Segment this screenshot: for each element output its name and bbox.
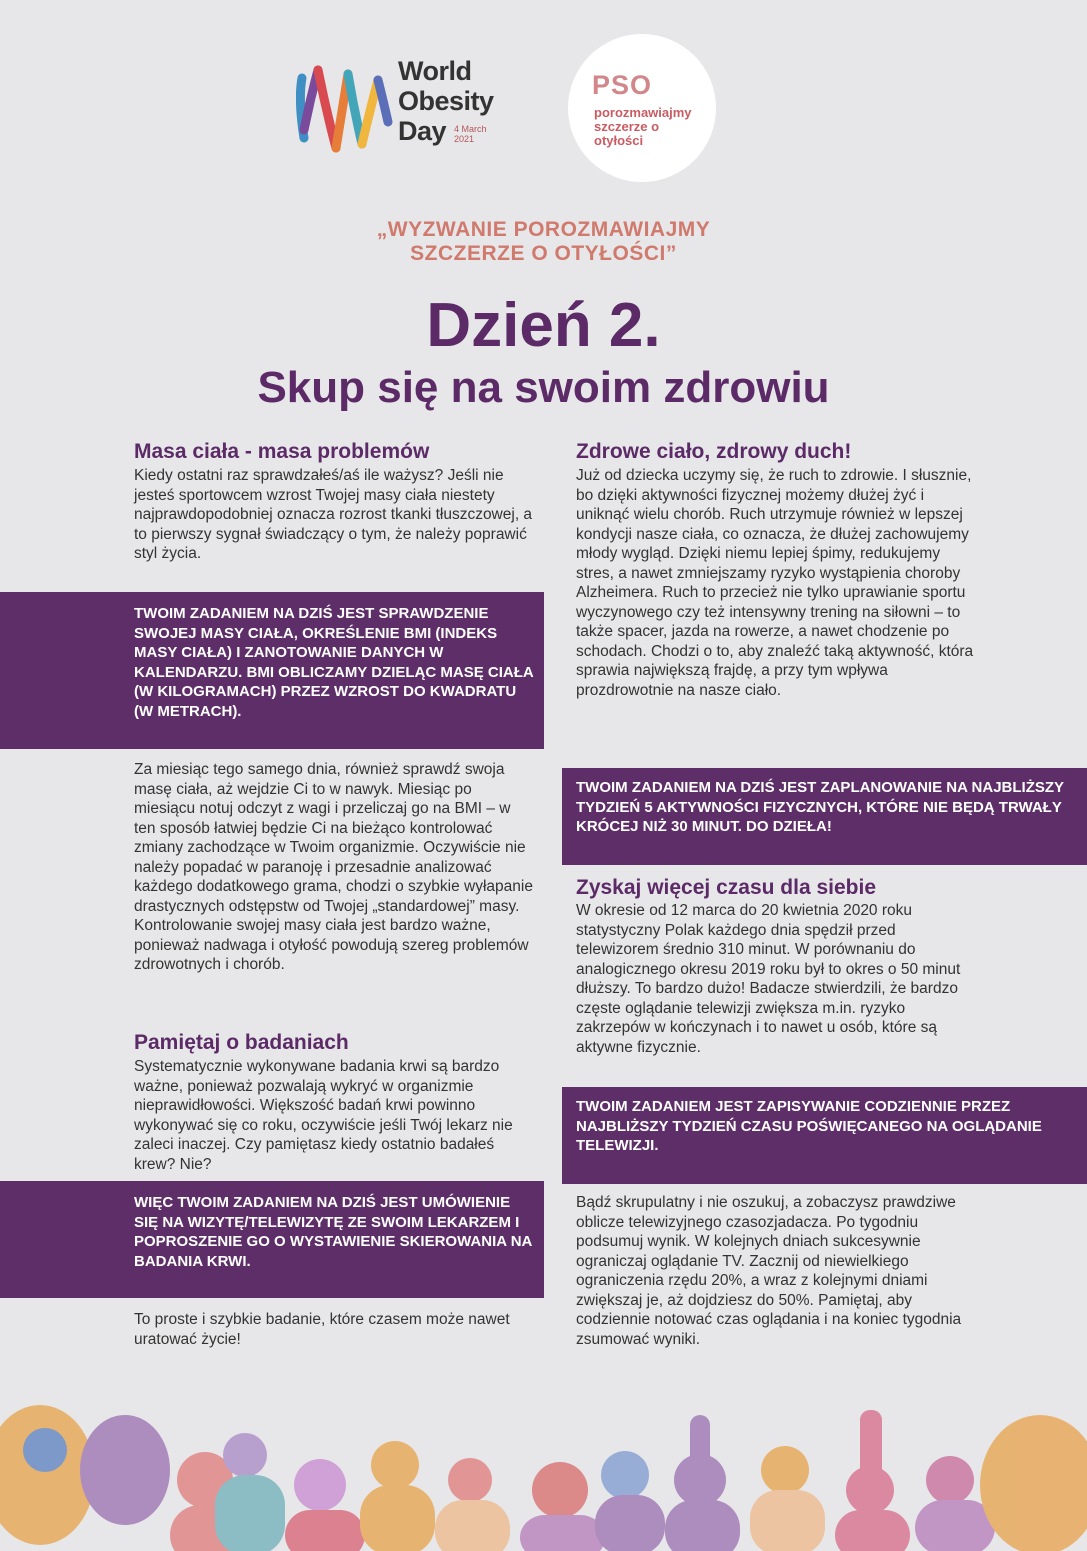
section-heading-healthy-body: Zdrowe ciało, zdrowy duch! xyxy=(576,440,852,463)
task-text-blood-test: WIĘC TWOIM ZADANIEM NA DZIŚ JEST UMÓWIENIE SIĘ NA WIZYTĘ/TELEWIZYTĘ ZE SWOIM LEKARZEM I POPROSZENIE GO O WYSTAWIENIE SKIEROWANIA NA BADANIA KRWI. xyxy=(134,1194,532,1270)
silhouette xyxy=(360,1485,435,1551)
world-obesity-day-logo xyxy=(296,56,536,156)
task-band-bmi xyxy=(0,592,544,749)
silhouette-head xyxy=(601,1451,649,1499)
task-band-blood-test xyxy=(0,1181,544,1298)
section-heading-more-time: Zyskaj więcej czasu dla siebie xyxy=(576,876,876,899)
wod-date-line: 4 March xyxy=(454,124,487,134)
page-subtitle: Skup się na swoim zdrowiu xyxy=(257,363,830,412)
silhouette xyxy=(285,1510,365,1551)
section-heading-body-weight: Masa ciała - masa problemów xyxy=(134,440,430,463)
section-text-tv-tracking: Bądź skrupulatny i nie oszukuj, a zobaczysz prawdziwe oblicze telewizyjnego czasozjadacza. Po tygodniu podsumuj wynik. W kolejnych dniach sukcesywnie ograniczaj oglądanie TV. Zacznij od niewielkiego ograniczenia rzędu 20%, a wraz z kolejnymi dniami zwiększaj je, aż dojdziesz do 50%. Pamiętaj, aby codziennie notować czas oglądania i na koniec tygodnia zsumować wyniki. xyxy=(576,1194,962,1348)
task-text-bmi: TWOIM ZADANIEM NA DZIŚ JEST SPRAWDZENIE SWOJEJ MASY CIAŁA, OKREŚLENIE BMI (INDEKS MASY CIAŁA) I ZANOTOWANIE DANYCH W KALENDARZU. BMI OBLICZAMY DZIELĄC MASĘ CIAŁA (W KILOGRAMACH) PRZEZ WZROST DO KWADRATU (W METRACH). xyxy=(134,605,534,720)
silhouette xyxy=(750,1490,825,1551)
page-title: Dzień 2. xyxy=(426,291,661,360)
silhouette xyxy=(80,1415,170,1525)
section-text-body-weight: Kiedy ostatni raz sprawdzałeś/aś ile ważysz? Jeśli nie jesteś sportowcem wzrost Twojej masy ciała niestety najprawdopodobniej oznacza rozrost tkanki tłuszczowej, a to pierwszy sygnał świadczący o tym, że należy poprawić styl życia. xyxy=(134,467,533,562)
silhouette-head xyxy=(448,1458,492,1502)
challenge-subtitle xyxy=(0,218,1087,266)
silhouette xyxy=(665,1500,740,1551)
section-text-healthy-body: Już od dziecka uczymy się, że ruch to zdrowie. I słusznie, bo dzięki aktywności fizycznej możemy dłużej żyć i uniknąć wielu chorób. Ruch utrzymuje również w lepszej kondycji nasze ciała, co oznacza, że dłużej zachowujemy młody wygląd. Dzięki niemu lepiej śpimy, redukujemy stres, a nawet zmniejszamy ryzyko wystąpienia choroby Alzheimera. Ruch to przecież nie tylko uprawianie sportu wyczynowego czy też intensywny trening na siłowni – to także spacer, jazda na rowerze, a nawet chodzenie po schodach. Chodzi o to, aby znaleźć taką aktywność, która sprawia największą frajdę, a przy tym wpływa prozdrowotnie na nasze ciało. xyxy=(576,467,974,699)
silhouette-head xyxy=(371,1441,419,1489)
silhouette xyxy=(435,1500,510,1551)
silhouette-head xyxy=(532,1462,588,1518)
wod-logo-line: Obesity xyxy=(398,86,494,116)
silhouette xyxy=(835,1510,910,1551)
wod-logo-line: World xyxy=(398,56,472,86)
section-text-tests: Systematycznie wykonywane badania krwi są bardzo ważne, ponieważ pozwalają wykryć w organizmie nieprawidłowości. Większość badań krwi powinno wykonywać się co roku, oczywiście jeśli Twój lekarz nie zaleci inaczej. Czy pamiętasz kiedy ostatnio badałeś krew? Nie? xyxy=(134,1058,513,1173)
pso-logo xyxy=(568,34,716,182)
silhouette xyxy=(520,1515,605,1551)
wod-logo-date xyxy=(454,124,487,144)
section-text-closing: To proste i szybkie badanie, które czasem może nawet uratować życie! xyxy=(134,1311,510,1348)
section-heading-tests: Pamiętaj o badaniach xyxy=(134,1031,349,1054)
silhouette-head xyxy=(761,1446,809,1494)
silhouette xyxy=(915,1500,995,1551)
silhouette-head xyxy=(223,1433,267,1477)
pso-logo-mark: PSO xyxy=(592,70,653,100)
challenge-subtitle-text: „WYZWANIE POROZMAWIAJMY SZCZERZE O OTYŁOŚCI” xyxy=(376,218,711,265)
section-text-more-time: W okresie od 12 marca do 20 kwietnia 2020 roku statystyczny Polak każdego dnia spędził przed telewizorem średnio 310 minut. W porównaniu do analogicznego okresu 2019 roku był to okres o 50 minut dłuższy. To bardzo dużo! Badacze stwierdzili, że bardzo częste oglądanie telewizji zwiększa m.in. ryzyko zakrzepów w kończynach i to nawet u osób, które są aktywne fizycznie. xyxy=(576,902,961,1056)
silhouette-head xyxy=(846,1466,894,1514)
task-text-activity: TWOIM ZADANIEM NA DZIŚ JEST ZAPLANOWANIE NA NAJBLIŻSZY TYDZIEŃ 5 AKTYWNOŚCI FIZYCZNYCH, KTÓRE NIE BĘDĄ TRWAŁY KRÓCEJ NIŻ 30 MINUT. DO DZIEŁA! xyxy=(576,779,1064,835)
section-text-monthly-check: Za miesiąc tego samego dnia, również sprawdź swoja masę ciała, aż wejdzie Ci to w nawyk. Miesiąc po miesiącu notuj odczyt z wagi i przeliczaj go na BMI – w ten sposób łatwiej będzie Ci na bieżąco kontrolować zmiany zachodzące w Twoim organizmie. Oczywiście nie należy popadać w paranoję i przesadnie analizować każdego dodatkowego grama, chodzi o szybkie wyłapanie drastycznych odstępstw od Twojej „standardowej” masy. Kontrolowanie swojej masy ciała jest bardzo ważne, ponieważ nadwaga i otyłość powodują szereg problemów zdrowotnych i chorób. xyxy=(134,761,533,973)
silhouette xyxy=(980,1415,1087,1551)
silhouette-head xyxy=(926,1456,974,1504)
silhouette-head xyxy=(294,1459,346,1511)
silhouette-head xyxy=(23,1428,67,1472)
people-silhouettes-illustration xyxy=(0,1395,1087,1551)
pso-logo-text: porozmawiajmy szczerze o otyłości xyxy=(594,105,692,148)
silhouette xyxy=(595,1495,665,1551)
wod-ribbon-icon xyxy=(296,60,396,154)
task-band-activity xyxy=(562,768,1087,865)
silhouette-head xyxy=(674,1454,726,1506)
wod-logo-line: Day xyxy=(398,116,447,146)
task-text-tv: TWOIM ZADANIEM JEST ZAPISYWANIE CODZIENNIE PRZEZ NAJBLIŻSZY TYDZIEŃ CZASU POŚWIĘCANEGO NA OGLĄDANIE TELEWIZJI. xyxy=(576,1098,1042,1154)
task-band-tv xyxy=(562,1087,1087,1184)
wod-date-line: 2021 xyxy=(454,134,475,144)
silhouette xyxy=(215,1475,285,1551)
